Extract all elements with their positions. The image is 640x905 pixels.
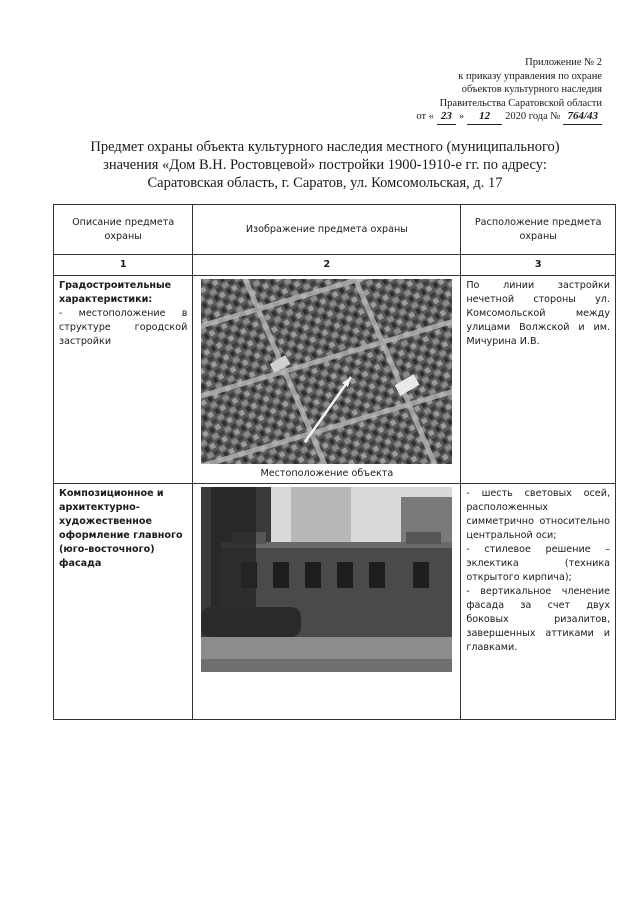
appendix-government: Правительства Саратовской области	[439, 97, 602, 109]
appendix-number: Приложение № 2	[525, 57, 602, 68]
appendix-department: объектов культурного наследия	[461, 84, 602, 95]
row1-image-cell	[193, 276, 461, 484]
aerial-map-image	[201, 279, 452, 464]
table-row	[54, 276, 616, 484]
row1-description: Градостроительные характеристики: - местоположение в структуре городской застройки	[54, 276, 193, 484]
protection-table	[53, 204, 616, 720]
table-row	[54, 484, 616, 720]
date-day: 23	[437, 110, 456, 125]
facade-photo	[201, 487, 452, 672]
row2-image-cell	[193, 484, 461, 720]
row2-description: Композиционное и архитектурно-художественное оформление главного (юго-восточного) фасада	[54, 484, 193, 720]
header-description: Описание предмета охраны	[54, 205, 193, 255]
document-title: Предмет охраны объекта культурного наследия местного (муниципального) значения «Дом В.Н. Ростовцевой» постройки 1900-1910-е гг. по адресу: Саратовская область, г. Саратов, ул. Комсомольская, д. 17	[90, 139, 560, 191]
map-caption: Местоположение объекта	[260, 468, 394, 479]
header-image: Изображение предмета охраны	[193, 205, 461, 255]
doc-number: 764/43	[563, 110, 602, 125]
appendix-order: к приказу управления по охране	[458, 70, 602, 82]
row2-location: - шесть световых осей, расположенных симметрично относительно центральной оси; - стилевое решение – эклектика (техника открытого кирпича); - вертикальное членение фасада за счет двух боковых ризалитов, завершенных аттиками и главками.	[461, 484, 616, 720]
row1-location: По линии застройки нечетной стороны ул. Комсомольской между улицами Волжской и им. Мичурина И.В.	[461, 276, 616, 484]
appendix-note	[342, 56, 602, 125]
date-month: 12	[467, 110, 502, 125]
header-location: Расположение предмета охраны	[461, 205, 616, 255]
column-numbers-row: 1 2 3	[54, 255, 616, 276]
table-header-row	[54, 205, 616, 255]
appendix-date-line: от « 23 » 12 2020 года № 764/43	[342, 110, 602, 125]
